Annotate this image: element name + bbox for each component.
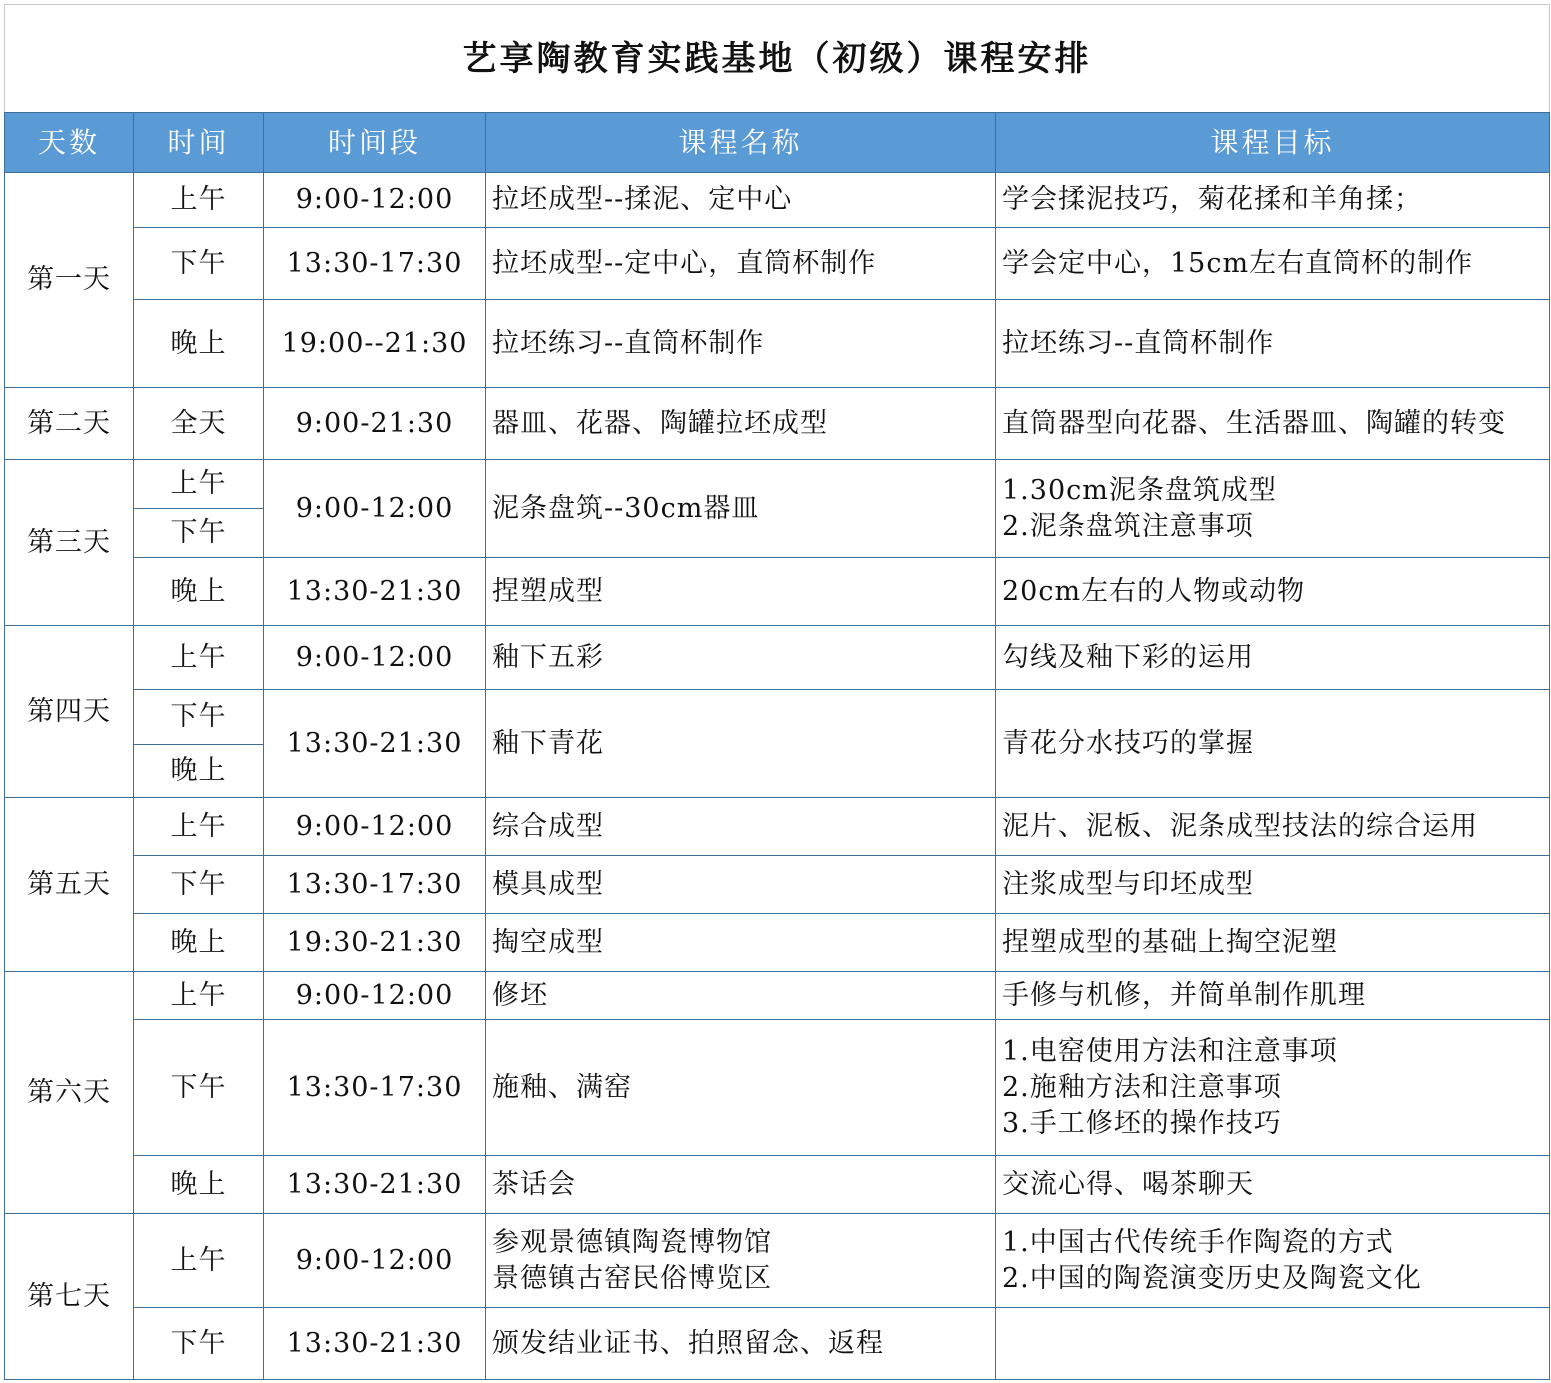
course-cell: 拉坯练习--直筒杯制作 (486, 300, 996, 388)
time-cell: 9:00-21:30 (264, 388, 486, 460)
time-cell: 13:30-21:30 (264, 558, 486, 626)
goal-cell: 泥片、泥板、泥条成型技法的综合运用 (996, 798, 1550, 856)
course-schedule-table (4, 4, 1550, 1380)
course-cell: 拉坯成型--定中心，直筒杯制作 (486, 228, 996, 300)
time-cell: 9:00-12:00 (264, 1214, 486, 1308)
header-course-name: 课程名称 (486, 113, 996, 173)
time-cell: 9:00-12:00 (264, 460, 486, 558)
period-cell: 下午 (134, 1308, 264, 1380)
course-cell (486, 1214, 996, 1308)
course-cell: 施釉、满窑 (486, 1020, 996, 1156)
period-cell: 上午 (134, 173, 264, 228)
period-cell: 晚上 (134, 1156, 264, 1214)
goal-cell: 直筒器型向花器、生活器皿、陶罐的转变 (996, 388, 1550, 460)
time-cell: 9:00-12:00 (264, 626, 486, 690)
course-cell: 综合成型 (486, 798, 996, 856)
period-cell: 上午 (134, 1214, 264, 1308)
period-cell: 晚上 (134, 914, 264, 972)
course-cell: 掏空成型 (486, 914, 996, 972)
table-row (5, 300, 1550, 388)
header-day: 天数 (5, 113, 134, 173)
day-cell: 第二天 (5, 388, 134, 460)
goal-line: 1.中国古代传统手作陶瓷的方式 (1002, 1226, 1394, 1258)
course-cell: 捏塑成型 (486, 558, 996, 626)
goal-line: 2.中国的陶瓷演变历史及陶瓷文化 (1002, 1262, 1422, 1294)
period-cell: 上午 (134, 972, 264, 1020)
time-cell: 13:30-21:30 (264, 690, 486, 798)
table-row (5, 1308, 1550, 1380)
course-cell: 颁发结业证书、拍照留念、返程 (486, 1308, 996, 1380)
goal-cell (996, 1308, 1550, 1380)
table-row (5, 228, 1550, 300)
period-cell: 下午 (134, 228, 264, 300)
time-cell: 9:00-12:00 (264, 798, 486, 856)
goal-cell: 交流心得、喝茶聊天 (996, 1156, 1550, 1214)
period-cell: 下午 (134, 856, 264, 914)
course-cell: 修坯 (486, 972, 996, 1020)
day-cell: 第六天 (5, 972, 134, 1214)
goal-cell: 青花分水技巧的掌握 (996, 690, 1550, 798)
course-cell: 拉坯成型--揉泥、定中心 (486, 173, 996, 228)
goal-cell: 拉坯练习--直筒杯制作 (996, 300, 1550, 388)
table-row (5, 972, 1550, 1020)
goal-line: 1.30cm泥条盘筑成型 (1002, 474, 1277, 506)
goal-cell (996, 1214, 1550, 1308)
goal-cell (996, 1020, 1550, 1156)
course-cell: 模具成型 (486, 856, 996, 914)
goal-cell: 注浆成型与印坯成型 (996, 856, 1550, 914)
course-line: 景德镇古窑民俗博览区 (492, 1262, 772, 1294)
period-cell: 上午 (134, 626, 264, 690)
table-row (5, 626, 1550, 690)
time-cell: 13:30-21:30 (264, 1308, 486, 1380)
table-row (5, 1214, 1550, 1308)
course-cell: 泥条盘筑--30cm器皿 (486, 460, 996, 558)
table-row (5, 856, 1550, 914)
day-cell: 第五天 (5, 798, 134, 972)
goal-line: 3.手工修坯的操作技巧 (1002, 1107, 1282, 1139)
table-row (5, 558, 1550, 626)
period-cell: 全天 (134, 388, 264, 460)
period-cell: 上午 (134, 798, 264, 856)
goal-cell: 学会揉泥技巧，菊花揉和羊角揉； (996, 173, 1550, 228)
time-cell: 13:30-17:30 (264, 856, 486, 914)
day-cell: 第三天 (5, 460, 134, 626)
goal-cell: 勾线及釉下彩的运用 (996, 626, 1550, 690)
period-cell: 晚上 (134, 300, 264, 388)
course-cell: 釉下青花 (486, 690, 996, 798)
course-line: 参观景德镇陶瓷博物馆 (492, 1226, 772, 1258)
time-cell: 9:00-12:00 (264, 173, 486, 228)
table-row (5, 798, 1550, 856)
day-cell: 第一天 (5, 173, 134, 388)
table-row (5, 914, 1550, 972)
table-row (5, 388, 1550, 460)
table-row (5, 460, 1550, 509)
goal-cell: 手修与机修，并简单制作肌理 (996, 972, 1550, 1020)
header-row (5, 113, 1550, 173)
course-cell: 器皿、花器、陶罐拉坯成型 (486, 388, 996, 460)
table-row (5, 690, 1550, 745)
time-cell: 19:30-21:30 (264, 914, 486, 972)
table-title: 艺享陶教育实践基地（初级）课程安排 (5, 5, 1550, 113)
table-row (5, 173, 1550, 228)
day-cell: 第四天 (5, 626, 134, 798)
time-cell: 9:00-12:00 (264, 972, 486, 1020)
course-cell: 茶话会 (486, 1156, 996, 1214)
period-cell: 晚上 (134, 745, 264, 798)
period-cell: 下午 (134, 690, 264, 745)
goal-cell: 捏塑成型的基础上掏空泥塑 (996, 914, 1550, 972)
table-row (5, 1020, 1550, 1156)
header-time-range: 时间段 (264, 113, 486, 173)
goal-cell (996, 460, 1550, 558)
time-cell: 13:30-17:30 (264, 228, 486, 300)
course-cell: 釉下五彩 (486, 626, 996, 690)
time-cell: 19:00--21:30 (264, 300, 486, 388)
period-cell: 晚上 (134, 558, 264, 626)
goal-cell: 学会定中心，15cm左右直筒杯的制作 (996, 228, 1550, 300)
goal-line: 1.电窑使用方法和注意事项 (1002, 1035, 1338, 1067)
header-course-goal: 课程目标 (996, 113, 1550, 173)
time-cell: 13:30-17:30 (264, 1020, 486, 1156)
goal-cell: 20cm左右的人物或动物 (996, 558, 1550, 626)
table-row (5, 1156, 1550, 1214)
period-cell: 上午 (134, 460, 264, 509)
goal-line: 2.泥条盘筑注意事项 (1002, 510, 1254, 542)
goal-line: 2.施釉方法和注意事项 (1002, 1071, 1282, 1103)
header-period: 时间 (134, 113, 264, 173)
day-cell: 第七天 (5, 1214, 134, 1380)
time-cell: 13:30-21:30 (264, 1156, 486, 1214)
period-cell: 下午 (134, 1020, 264, 1156)
period-cell: 下午 (134, 509, 264, 558)
